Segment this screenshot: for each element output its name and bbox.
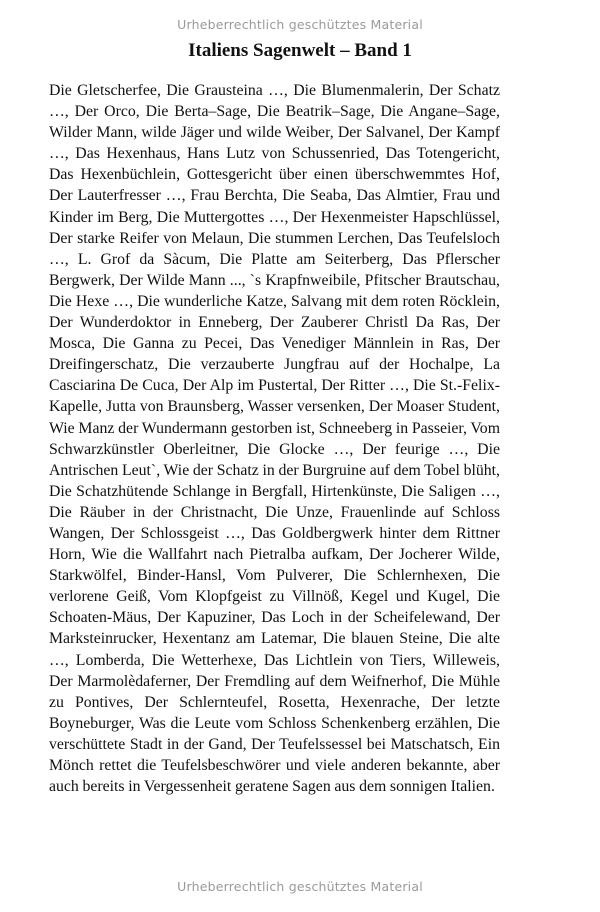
body-paragraph: Die Gletscherfee, Die Grausteina …, Die Blumenmalerin, Der Schatz …, Der Orco, Die Berta–Sage, Die Beatrik–Sage, Die Angane–Sage, Wilder Mann, wilde Jäger und wilde Weiber, Der Salvanel, Der Kampf …, Das Hexenhaus, Hans Lutz von Schussenried, Das Totengericht, Das Hexenbüchlein, Gottesgericht über einen überschwemmtes Hof, Der Lauterfresser …, Frau Berchta, Die Seaba, Das Almtier, Frau und Kinder im Berg, Die Muttergottes …, Der Hexenmeister Hapschlüssel, Der starke Reifer von Melaun, Die stummen Lerchen, Das Teufelsloch …, L. Grof da Sàcum, Die Platte am Seiterberg, Das Pflerscher Bergwerk, Der Wilde Mann ..., `s Krapfnweibile, Pfitscher Brautschau, Die Hexe …, Die wunderliche Katze, Salvang mit dem roten Röcklein, Der Wunderdoktor in Enneberg, Der Zauberer Christl Da Ras, Der Mosca, Die Ganna zu Pecei, Das Venediger Männlein in Ras, Der Dreifingerschatz, Die verzauberte Jungfrau auf der Hochalpe, La Casciarina De Cuca, Der Alp im Pustertal, Der Ritter …, Die St.-Felix-Kapelle, Jutta von Braunsberg, Wasser versenken, Der Moaser Student, Wie Manz der Wundermann gestorben ist, Schneeberg in Passeier, Vom Schwarzkünstler Oberleitner, Die Glocke …, Der feurige …, Die Antrischen Leut`, Wie der Schatz in der Burgruine auf dem Tobel blüht, Die Schatzhütende Schlange in Bergfall, Hirtenkünste, Die Saligen …, Die Räuber in der Christnacht, Die Unze, Frauenlinde auf Schloss Wangen, Der Schlossgeist …, Das Goldbergwerk hinter dem Rittner Horn, Wie die Wallfahrt nach Pietralba aufkam, Der Jocherer Wilde, Starkwölfel, Binder-Hansl, Vom Pulverer, Die Schlernhexen, Die verlorene Geiß, Vom Klopfgeist zu Villnöß, Kegel und Kugel, Die Schoaten-Mäus, Der Kapuziner, Das Loch in der Scheifelewand, Der Marksteinrucker, Hexentanz am Latemar, Die blauen Steine, Die alte …, Lomberda, Die Wetterhexe, Das Lichtlein von Tiers, Willeweis, Der Marmolèdaferner, Der Fremdling auf dem Weifnerhof, Die Mühle zu Pontives, Der Schlernteufel, Rosetta, Hexenrache, Der letzte Boyneburger, Was die Leute vom Schloss Schenkenberg erzählen, Die verschüttete Stadt in der Gand, Der Teufelssessel bei Matschatsch, Ein Mönch rettet die Teufelsbeschwörer und viele anderen bekannte, aber auch bereits in Vergessenheit geratene Sagen aus dem sonnigen Italien. [49, 82, 500, 796]
copyright-watermark-top: Urheberrechtlich geschütztes Material [177, 17, 423, 32]
page-title: Italiens Sagenwelt – Band 1 [188, 40, 412, 61]
copyright-watermark-bottom: Urheberrechtlich geschütztes Material [177, 879, 423, 894]
